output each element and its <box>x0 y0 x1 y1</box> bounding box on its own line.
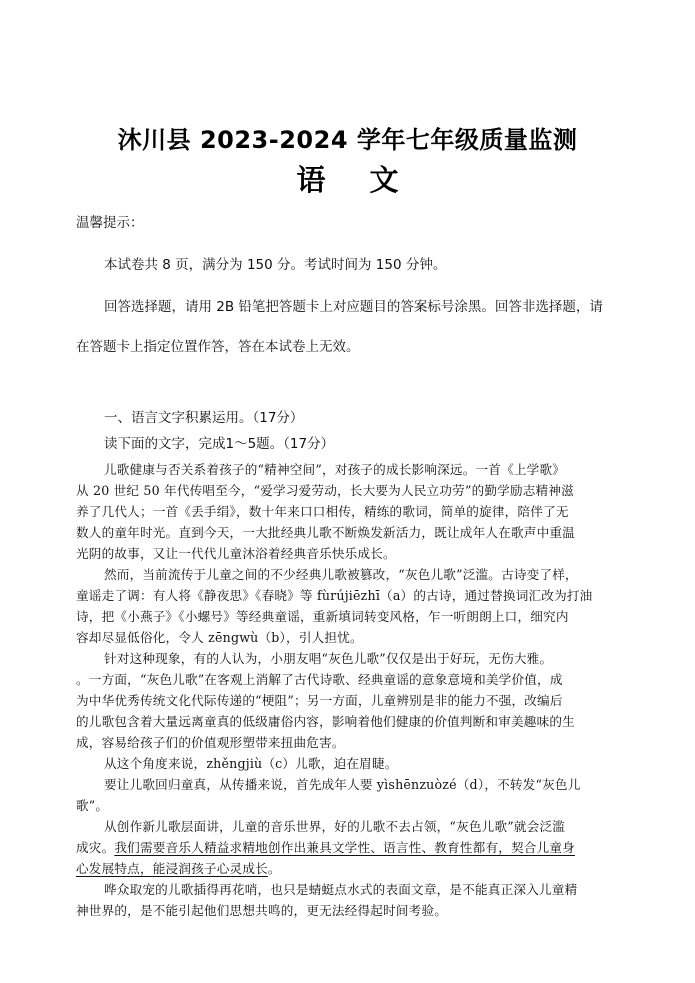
passage-line: 的儿歌包含着大量远离童真的低级庸俗内容，影响着他们健康的价值判断和审美趣味的生 <box>76 714 575 729</box>
underlined-sentence: 我们需要音乐人精益求精地创作出兼具文学性、语言性、教育性都有，契合儿童身 <box>114 840 575 855</box>
passage-line: 从这个角度来说，zhěngjiù（c）儿歌，迫在眉睫。 <box>104 756 398 771</box>
passage-line: 从 20 世纪 50 年代传唱至今，“爱学习爱劳动，长大要为人民立功劳”的勤学励志精神滋 <box>76 483 574 498</box>
section-instruction: 读下面的文字，完成1～5题。（17分） <box>104 436 335 452</box>
underlined-sentence: 心发展特点，能浸润孩子心灵成长 <box>76 861 268 876</box>
section-heading: 一、语言文字积累运用。（17分） <box>104 410 304 426</box>
passage-line: 数人的童年时光。直到今天，一大批经典儿歌不断焕发新活力，既让成年人在歌声中重温 <box>76 525 575 540</box>
notice-line-3: 在答题卡上指定位置作答，答在本试卷上无效。 <box>76 339 360 355</box>
passage-line: 童谣走了调：有人将《静夜思》《春晓》等 fùrújiēzhī（a）的古诗，通过替换词汇改为打油 <box>76 588 593 603</box>
notice-line-2: 回答选择题，请用 2B 铅笔把答题卡上对应题目的答案标号涂黑。回答非选择题，请 <box>104 299 603 315</box>
passage-line-with-underline <box>76 837 575 856</box>
passage-line: 养了几代人；一首《丢手绢》，数十年来口口相传，精练的歌词，简单的旋律，陪伴了无 <box>76 504 569 519</box>
passage-line-with-underline <box>76 858 281 877</box>
passage-line: 儿歌健康与否关系着孩子的“精神空间”，对孩子的成长影响深远。一首《上学歌》 <box>104 462 566 477</box>
passage-line: 歌”。 <box>76 798 109 813</box>
passage-text: 。 <box>267 861 281 876</box>
passage-line: 诗，把《小燕子》《小螺号》等经典童谣，重新填词转变风格，乍一听朗朗上口，细究内 <box>76 609 569 624</box>
passage-line: 成，容易给孩子们的价值观形塑带来扭曲危害。 <box>76 735 345 750</box>
passage-text: 成灾。 <box>76 840 115 855</box>
passage-line: 针对这种现象，有的人认为，小朋友唱“灰色儿歌”仅仅是出于好玩，无伤大雅。 <box>104 651 553 666</box>
passage-line: 为中华优秀传统文化代际传递的“梗阻”；另一方面，儿童辨别是非的能力不强，改编后 <box>76 693 563 708</box>
passage-line: 神世界的，是不能引起他们思想共鸣的，更无法经得起时间考验。 <box>76 903 448 918</box>
subject-title: 语文 <box>296 163 443 197</box>
passage-line: 光阴的故事，又让一代代儿童沐浴着经典音乐快乐成长。 <box>76 546 396 561</box>
passage-line: 从创作新儿歌层面讲，儿童的音乐世界，好的儿歌不去占领，“灰色儿歌”就会泛滥 <box>104 819 566 834</box>
passage-line: 哗众取宠的儿歌插得再花哨，也只是蜻蜓点水式的表面文章，是不能真正深入儿童精 <box>104 882 578 897</box>
passage-line: 要让儿歌回归童真，从传播来说，首先成年人要 yìshēnzuòzé（d），不转发“灰色儿 <box>104 777 581 792</box>
passage-line: 容却尽显低俗化，令人 zēngwù（b），引人担忧。 <box>76 630 363 645</box>
exam-title: 沐川县 2023-2024 学年七年级质量监测 <box>117 126 578 154</box>
passage-line: 。一方面，“灰色儿歌”在客观上消解了古代诗歌、经典童谣的意象意境和美学价值，成 <box>76 672 563 687</box>
passage-line: 然而，当前流传于儿童之间的不少经典儿歌被篡改，“灰色儿歌”泛滥。古诗变了样， <box>104 567 578 582</box>
notice-line-1: 本试卷共 8 页，满分为 150 分。考试时间为 150 分钟。 <box>104 257 447 273</box>
notice-heading: 温馨提示： <box>76 215 144 231</box>
